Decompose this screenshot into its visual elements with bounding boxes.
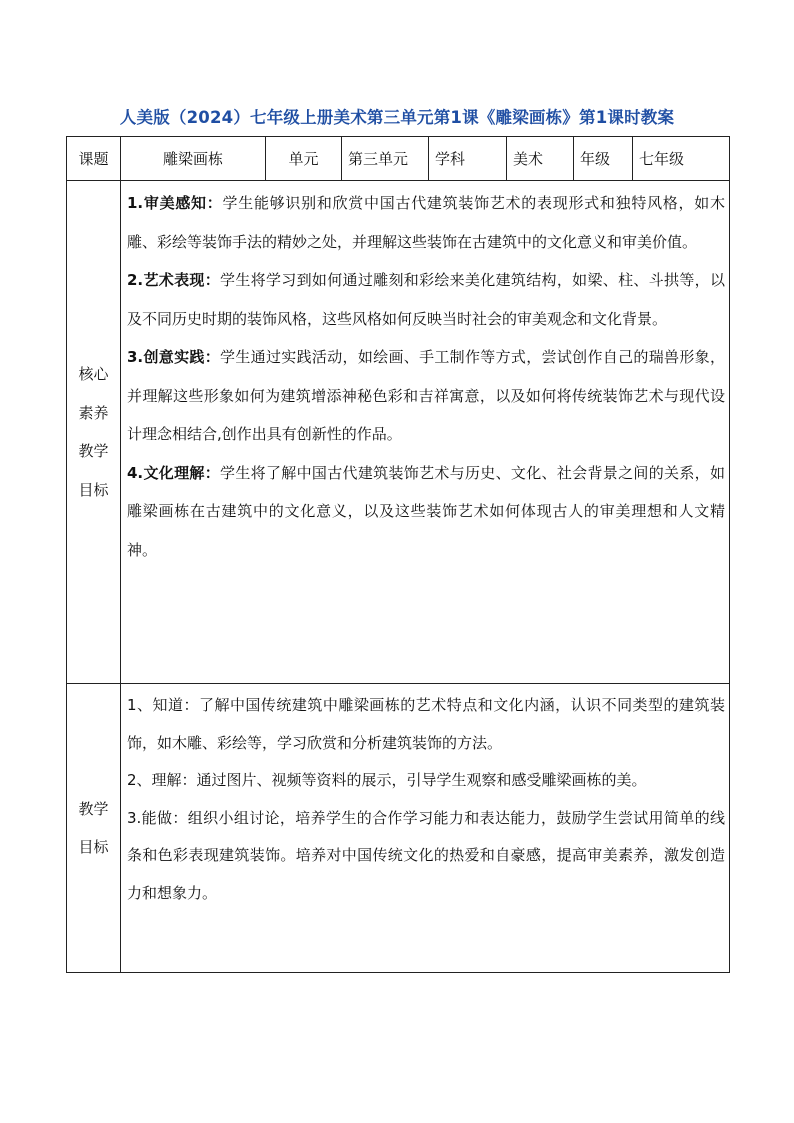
- core-label-line: 素养: [78, 403, 109, 422]
- core-label-line: 教学: [78, 442, 109, 460]
- grade-value: 七年级: [633, 137, 730, 181]
- core-item: [127, 184, 725, 261]
- core-item-keyword: 文化理解：: [143, 463, 221, 482]
- core-item-number: 2.: [127, 271, 144, 289]
- core-item-number: 4.: [127, 463, 144, 482]
- goal-item: 2、理解：通过图片、视频等资料的展示，引导学生观察和感受雕梁画栋的美。: [127, 771, 647, 789]
- core-item-text: 学生通过实践活动，如绘画、手工制作等方式，尝试创作自己的瑞兽形象，并理解这些形象如何为建筑增添神秘色彩和吉祥寓意，以及如何将传统装饰艺术与现代设计理念相结合,创作出具有创新性的作品。: [127, 348, 725, 443]
- teaching-goals-label: [67, 684, 121, 973]
- core-item: [127, 338, 725, 454]
- lesson-plan-table: [66, 136, 730, 973]
- goals-label-line: 教学: [78, 799, 109, 818]
- header-row: [67, 137, 730, 181]
- goals-label-line: 目标: [78, 838, 109, 856]
- subject-label: 学科: [429, 137, 507, 181]
- topic-value: 雕梁画栋: [121, 137, 266, 181]
- core-item-number: 3.: [127, 348, 144, 366]
- core-label-line: 核心: [78, 365, 109, 383]
- core-literacy-label: [67, 181, 121, 684]
- grade-label: 年级: [574, 137, 633, 181]
- core-item-text: 学生将学习到如何通过雕刻和彩绘来美化建筑结构，如梁、柱、斗拱等，以及不同历史时期的装饰风格，这些风格如何反映当时社会的审美观念和文化背景。: [127, 271, 725, 328]
- teaching-goals-row: [67, 684, 730, 973]
- teaching-goals-content: [121, 684, 730, 973]
- core-item-text: 学生将了解中国古代建筑装饰艺术与历史、文化、社会背景之间的关系，如雕梁画栋在古建筑中的文化意义，以及这些装饰艺术如何体现古人的审美理想和人文精神。: [127, 463, 725, 559]
- core-item-keyword: 创意实践：: [143, 348, 221, 366]
- core-item: [127, 454, 725, 570]
- core-literacy-content: [121, 181, 730, 684]
- core-item-text: 学生能够识别和欣赏中国古代建筑装饰艺术的表现形式和独特风格，如木雕、彩绘等装饰手法的精妙之处，并理解这些装饰在古建筑中的文化意义和审美价值。: [127, 194, 725, 251]
- core-item-keyword: 艺术表现：: [143, 271, 221, 289]
- goal-item: 1、知道：了解中国传统建筑中雕梁画栋的艺术特点和文化内涵，认识不同类型的建筑装饰，如木雕、彩绘等，学习欣赏和分析建筑装饰的方法。: [127, 696, 725, 752]
- core-item-number: 1.: [127, 194, 144, 212]
- topic-label: 课题: [67, 137, 121, 181]
- document-title: 人美版（2024）七年级上册美术第三单元第1课《雕梁画栋》第1课时教案: [119, 108, 675, 127]
- core-literacy-row: [67, 181, 730, 684]
- core-label-line: 目标: [78, 480, 109, 499]
- unit-label: 单元: [266, 137, 342, 181]
- unit-value: 第三单元: [342, 137, 429, 181]
- core-item: [127, 261, 725, 338]
- subject-value: 美术: [507, 137, 574, 181]
- goal-item: 3.能做：组织小组讨论，培养学生的合作学习能力和表达能力，鼓励学生尝试用简单的线条和色彩表现建筑装饰。培养对中国传统文化的热爱和自豪感，提高审美素养，激发创造力和想象力。: [127, 808, 725, 902]
- core-item-keyword: 审美感知：: [143, 194, 223, 212]
